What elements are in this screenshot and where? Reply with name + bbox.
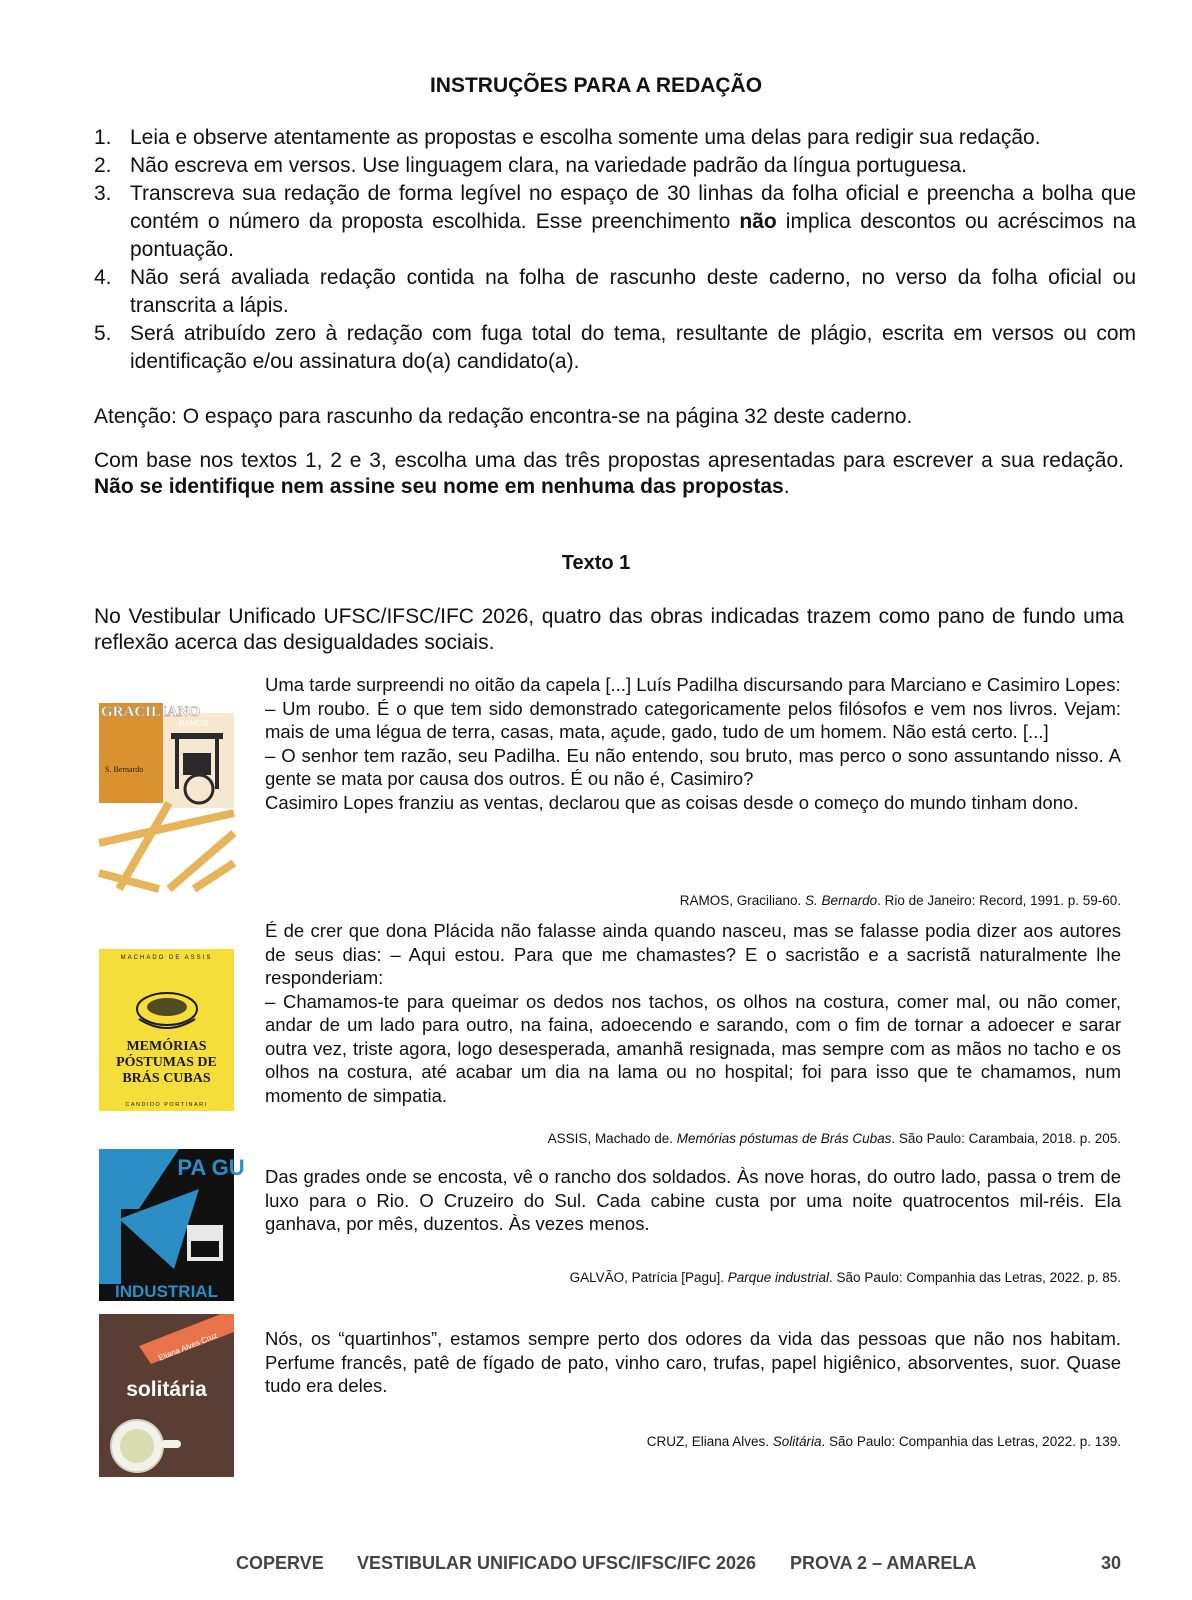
reference-title: Memórias póstumas de Brás Cubas [676,1131,892,1146]
cover-author-text: MACHADO DE ASSIS [120,955,213,961]
footer-page-number: 30 [1100,1553,1121,1573]
reference-memorias-postumas [548,1131,1121,1146]
cover-author-text: Eliana Alves Cruz [157,1330,219,1363]
excerpt-s-bernardo [265,673,1121,814]
instruction-text: implica descontos ou acréscimos na pontuação. [130,210,1136,261]
reference-text: ASSIS, Machado de. [547,1131,677,1146]
instruction-item [94,264,1136,320]
instruction-item [94,152,1136,180]
excerpt-paragraph: Casimiro Lopes franziu as ventas, declarou que as coisas desde o começo do mundo tinham dono. [265,791,1079,813]
cover-title-text: S. Bernardo [105,765,144,774]
instruction-number: 5. [94,322,112,345]
cover-title-text: solitária [126,1378,207,1401]
intro-paragraph: No Vestibular Unificado UFSC/IFSC/IFC 2026, quatro das obras indicadas trazem como pano de fundo uma reflexão acerca das desigualdades sociais. [94,605,1124,654]
excerpt-paragraph: Das grades onde se encosta, vê o rancho dos soldados. Às nove horas, do outro lado, passa o trem de luxo para o Rio. O Cruzeiro do Sul. Cada cabine custa por uma noite quatrocentos mil-réis. Ela ganhava, por mês, duzentos. Às vezes menos. [265,1166,1121,1234]
base-emphasis: Não se identifique nem assine seu nome em nenhuma das propostas [94,475,784,498]
instruction-text: Não será avaliada redação contida na folha de rascunho deste caderno, no verso da folha oficial ou transcrita a lápis. [130,266,1136,317]
cover-author-text: PA GU [177,1155,245,1180]
reference-s-bernardo [680,893,1121,908]
reference-title: Solitária [772,1434,822,1449]
instruction-text: Transcreva sua redação de forma legível no espaço de 30 linhas da folha oficial e preencha a bolha que contém o número da proposta escolhida. Esse preenchimento [130,182,1136,233]
cover-title-text: INDUSTRIAL [115,1282,218,1301]
footer-version: PROVA 2 – AMARELA [790,1553,977,1573]
instruction-item [94,180,1136,264]
texto-heading: Texto 1 [561,552,631,574]
excerpt-solitaria [265,1327,1121,1398]
reference-parque-industrial [570,1270,1121,1285]
footer-exam: VESTIBULAR UNIFICADO UFSC/IFSC/IFC 2026 [357,1553,757,1573]
cover-author-text: RAMOS [179,719,209,728]
reference-text: CRUZ, Eliana Alves. [646,1434,773,1449]
excerpt-paragraph: – Um roubo. É o que tem sido demonstrado categoricamente pelos filósofos e vem nos livros. Vejam: mais de uma légua de terra, casas, mata, açude, gado, tudo de um homem. Não está certo. [...] [265,697,1121,742]
excerpt-paragraph: É de crer que dona Plácida não falasse ainda quando nasceu, mas se falasse podia dizer aos autores de seus dias: – Aqui estou. Para que me chamastes? E o sacristão e a sacristã naturalmente lhe responderiam: [265,920,1121,988]
excerpt-paragraph: Uma tarde surpreendi no oitão da capela [...] Luís Padilha discursando para Marciano e Casimiro Lopes: [265,674,1121,695]
reference-text: . São Paulo: Carambaia, 2018. p. 205. [891,1131,1121,1146]
instruction-item [94,124,1136,152]
instruction-number: 4. [94,266,112,289]
instruction-item [94,320,1136,376]
base-text: . [783,475,790,498]
footer-org: COPERVE [236,1553,324,1573]
instruction-number: 1. [94,126,112,149]
instruction-text: Será atribuído zero à redação com fuga total do tema, resultante de plágio, escrita em versos ou com identificação e/ou assinatura do(a) candidato(a). [130,322,1136,373]
cover-credit-text: CANDIDO PORTINARI [125,1102,208,1108]
excerpt-parque-industrial [265,1165,1121,1236]
reference-text: . São Paulo: Companhia das Letras, 2022. p. 139. [821,1434,1121,1449]
reference-solitaria [647,1434,1121,1449]
page-title: INSTRUÇÕES PARA A REDAÇÃO [429,74,763,97]
cover-title-text: BRÁS CUBAS [122,1071,211,1086]
reference-title: Parque industrial [727,1270,830,1285]
book-cover-solitaria [99,1314,234,1477]
instructions-list [94,124,1136,376]
reference-text: RAMOS, Graciliano. [679,893,806,908]
excerpt-paragraph: – O senhor tem razão, seu Padilha. Eu não entendo, sou bruto, mas perco o sono assuntando nisso. A gente se mata por causa dos outros. É ou não é, Casimiro? [265,744,1121,789]
book-cover-memorias-postumas [99,949,234,1111]
excerpt-paragraph: – Chamamos-te para queimar os dedos nos tachos, os olhos na costura, comer mal, ou não comer, andar de um lado para outro, na faina, adoecendo e sarando, com o fim de tornar a adoecer e sarar outra vez, triste agora, logo desesperada, amanhã resignada, mas sempre com as mãos no tacho e os olhos na costura, até acabar um dia na lama ou no hospital; foi para isso que te chamamos, num momento de simpatia. [265,990,1121,1106]
instruction-text: Leia e observe atentamente as propostas e escolha somente uma delas para redigir sua redação. [130,126,1041,149]
base-instruction [94,448,1124,500]
base-text: Com base nos textos 1, 2 e 3, escolha uma das três propostas apresentadas para escrever a sua redação. [94,449,1124,472]
book-cover-s-bernardo [99,703,234,889]
attention-note: Atenção: O espaço para rascunho da redação encontra-se na página 32 deste caderno. [94,405,913,428]
reference-text: . São Paulo: Companhia das Letras, 2022. p. 85. [829,1270,1121,1285]
cover-title-text: MEMÓRIAS [126,1039,207,1054]
instruction-text: Não escreva em versos. Use linguagem clara, na variedade padrão da língua portuguesa. [130,154,967,177]
instruction-number: 2. [94,154,112,177]
cover-title-text: PÓSTUMAS DE [116,1055,217,1070]
reference-text: . Rio de Janeiro: Record, 1991. p. 59-60. [877,893,1121,908]
instruction-number: 3. [94,182,112,205]
instruction-emphasis: não [739,210,777,233]
book-cover-parque-industrial [99,1149,245,1301]
cover-author-text: GRACILIANO [101,704,201,720]
reference-title: S. Bernardo [805,893,878,908]
excerpt-memorias-postumas [265,919,1121,1107]
reference-text: GALVÃO, Patrícia [Pagu]. [569,1270,728,1285]
excerpt-paragraph: Nós, os “quartinhos”, estamos sempre perto dos odores da vida das pessoas que não nos habitam. Perfume francês, patê de fígado de pato, vinho caro, trufas, papel higiênico, absorventes, suor. Quase tudo era deles. [265,1328,1121,1396]
